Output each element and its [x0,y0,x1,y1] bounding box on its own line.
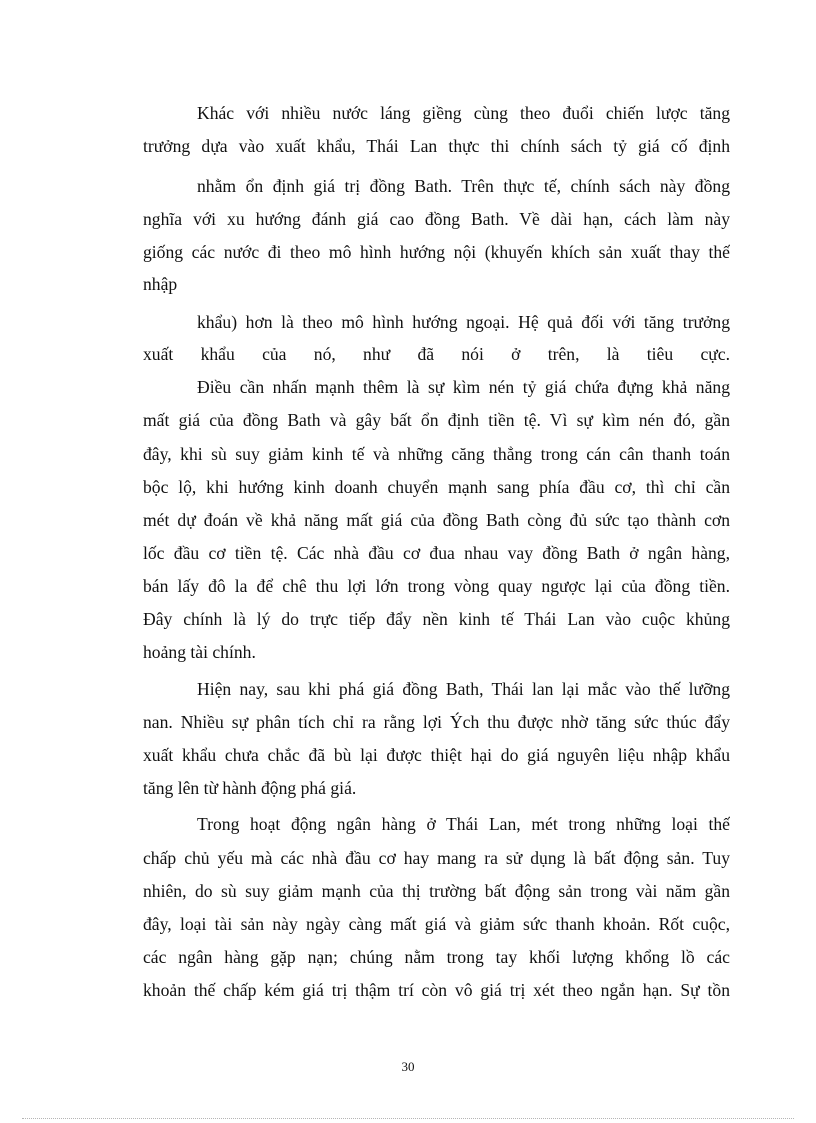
text-line: chấp chủ yếu mà các nhà đầu cơ hay mang ra sử dụng là bất động sản. Tuy [143,848,730,868]
text-line: đây, khi sù suy giảm kinh tế và những căng thẳng trong cán cân thanh toán [143,444,730,464]
text-line: bộc lộ, khi hướng kinh doanh chuyển mạnh sang phía đầu cơ, thì chỉ cần [143,477,730,497]
text-line: các ngân hàng gặp nạn; chúng nằm trong tay khối lượng khổng lồ các [143,947,730,967]
text-line: trưởng dựa vào xuất khẩu, Thái Lan thực thi chính sách tỷ giá cố định [143,136,730,156]
text-line: mất giá của đồng Bath và gây bất ổn định tiền tệ. Vì sự kìm nén đó, gần [143,410,730,430]
text-line: Trong hoạt động ngân hàng ở Thái Lan, mét trong những loại thế [197,814,730,834]
text-line: Đây chính là lý do trực tiếp đẩy nền kinh tế Thái Lan vào cuộc khủng [143,609,730,629]
text-line: mét dự đoán về khả năng mất giá của đồng Bath còng đủ sức tạo thành cơn [143,510,730,530]
page-number: 30 [401,1059,415,1074]
text-line: tăng lên từ hành động phá giá. [143,778,357,798]
page-bottom-border [22,1118,794,1119]
text-line: khẩu) hơn là theo mô hình hướng ngoại. Hệ quả đối với tăng trưởng [197,312,730,332]
text-line: bán lấy đô la để chê thu lợi lớn trong vòng quay ngược lại của đồng tiền. [143,576,730,596]
text-line: Khác với nhiều nước láng giềng cùng theo đuổi chiến lược tăng [197,103,730,123]
text-line: giống các nước đi theo mô hình hướng nội (khuyến khích sản xuất thay thế [143,242,730,262]
text-line: nhập [143,274,178,294]
text-line: Hiện nay, sau khi phá giá đồng Bath, Thái lan lại mắc vào thế lưỡng [197,679,730,699]
text-line: Điều cần nhấn mạnh thêm là sự kìm nén tỷ giá chứa đựng khả năng [197,377,730,397]
text-line: nhằm ổn định giá trị đồng Bath. Trên thực tế, chính sách này đồng [197,176,730,196]
text-line: hoảng tài chính. [143,642,256,662]
text-line: xuất khẩu chưa chắc đã bù lại được thiệt hại do giá nguyên liệu nhập khẩu [143,745,730,765]
text-line: nan. Nhiều sự phân tích chỉ ra rằng lợi Ých thu được nhờ tăng sức thúc đẩy [143,712,730,732]
text-line: nhiên, do sù suy giảm mạnh của thị trường bất động sản trong vài năm gần [143,881,730,901]
text-line: đây, loại tài sản này ngày càng mất giá và giảm sức thanh khoản. Rốt cuộc, [143,914,730,934]
text-line: lốc đầu cơ tiền tệ. Các nhà đầu cơ đua nhau vay đồng Bath ở ngân hàng, [143,543,730,563]
text-line: khoản thế chấp kém giá trị thậm trí còn vô giá trị xét theo ngắn hạn. Sự tồn [143,980,730,1000]
text-line: xuất khẩu của nó, như đã nói ở trên, là tiêu cực. [143,344,730,364]
text-line: nghĩa với xu hướng đánh giá cao đồng Bath. Về dài hạn, cách làm này [143,209,730,229]
